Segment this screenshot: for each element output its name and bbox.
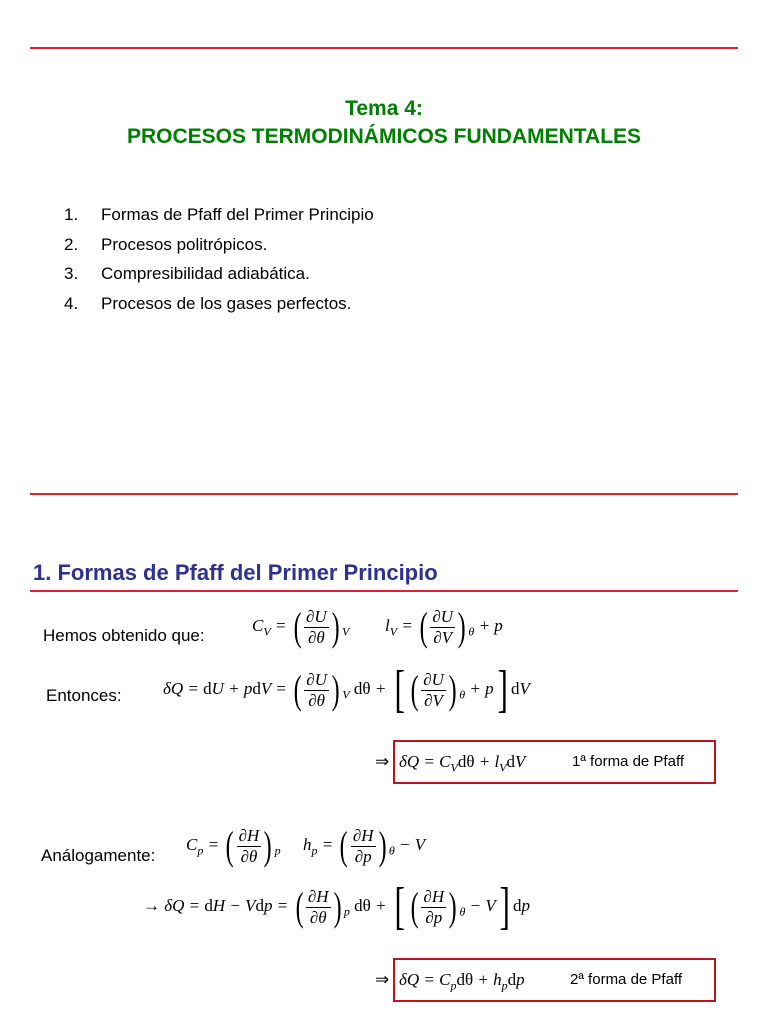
list-item: 4. Procesos de los gases perfectos. (64, 293, 352, 313)
heading-rule (30, 590, 738, 592)
line4-text: Análogamente: (41, 846, 156, 865)
pfaff-form-1-label: 1ª forma de Pfaff (572, 753, 685, 770)
topic-list (64, 203, 374, 321)
list-item: 3. Compresibilidad adiabática. (64, 264, 310, 283)
cv-equation: $C_V$ = ( $\frac{\partial U}{\partial\theta}$ ) $_V$ (252, 604, 350, 649)
pfaff-form-2-label: 2ª forma de Pfaff (570, 971, 683, 988)
first-law-equation: δQ = dU + pdV = ( $\frac{\partial U}{\partial\theta}$ ) $_V$ dθ + [ ( $\frac{\partial U}{\partial V}$ ) $_\theta$ + p] dV (163, 661, 530, 718)
top-rule-2 (30, 493, 738, 495)
cp-equation: $C_p$ = ( $\frac{\partial H}{\partial\theta}$ ) $_p$ (186, 823, 281, 868)
section-heading: 1. Formas de Pfaff del Primer Principio (33, 560, 438, 585)
lv-equation: $l_V$ = ( $\frac{\partial U}{\partial V}$ ) $_\theta$ + p (385, 604, 503, 649)
list-item: 2. Procesos politrópicos. (64, 234, 268, 254)
pfaff-form-2-equation: $\delta Q = C_pd\theta + h_pdp$ (399, 970, 525, 993)
top-rule-1 (30, 47, 738, 49)
list-item: 1. Formas de Pfaff del Primer Principio (64, 205, 374, 224)
line2-text: Entonces: (46, 686, 122, 705)
slide-title: PROCESOS TERMODINÁMICOS FUNDAMENTALES (126, 125, 642, 148)
implies-arrow-1: ⇒ (375, 752, 390, 771)
tema-label: Tema 4: (345, 97, 423, 120)
hp-equation: $h_p$ = ( $\frac{\partial H}{\partial p}$ ) $_\theta$ − V (303, 823, 426, 868)
enthalpy-equation: → δQ = dH − Vdp = ( $\frac{\partial H}{\partial\theta}$ ) $_p$ dθ + [ ( $\frac{\partial H}{\partial p}$ ) $_\theta$ − V] dp (143, 878, 531, 935)
line1-text: Hemos obtenido que: (43, 626, 205, 645)
pfaff-form-1-equation: $\delta Q = C_Vd\theta + l_VdV$ (399, 752, 526, 775)
implies-arrow-2: ⇒ (375, 970, 390, 989)
